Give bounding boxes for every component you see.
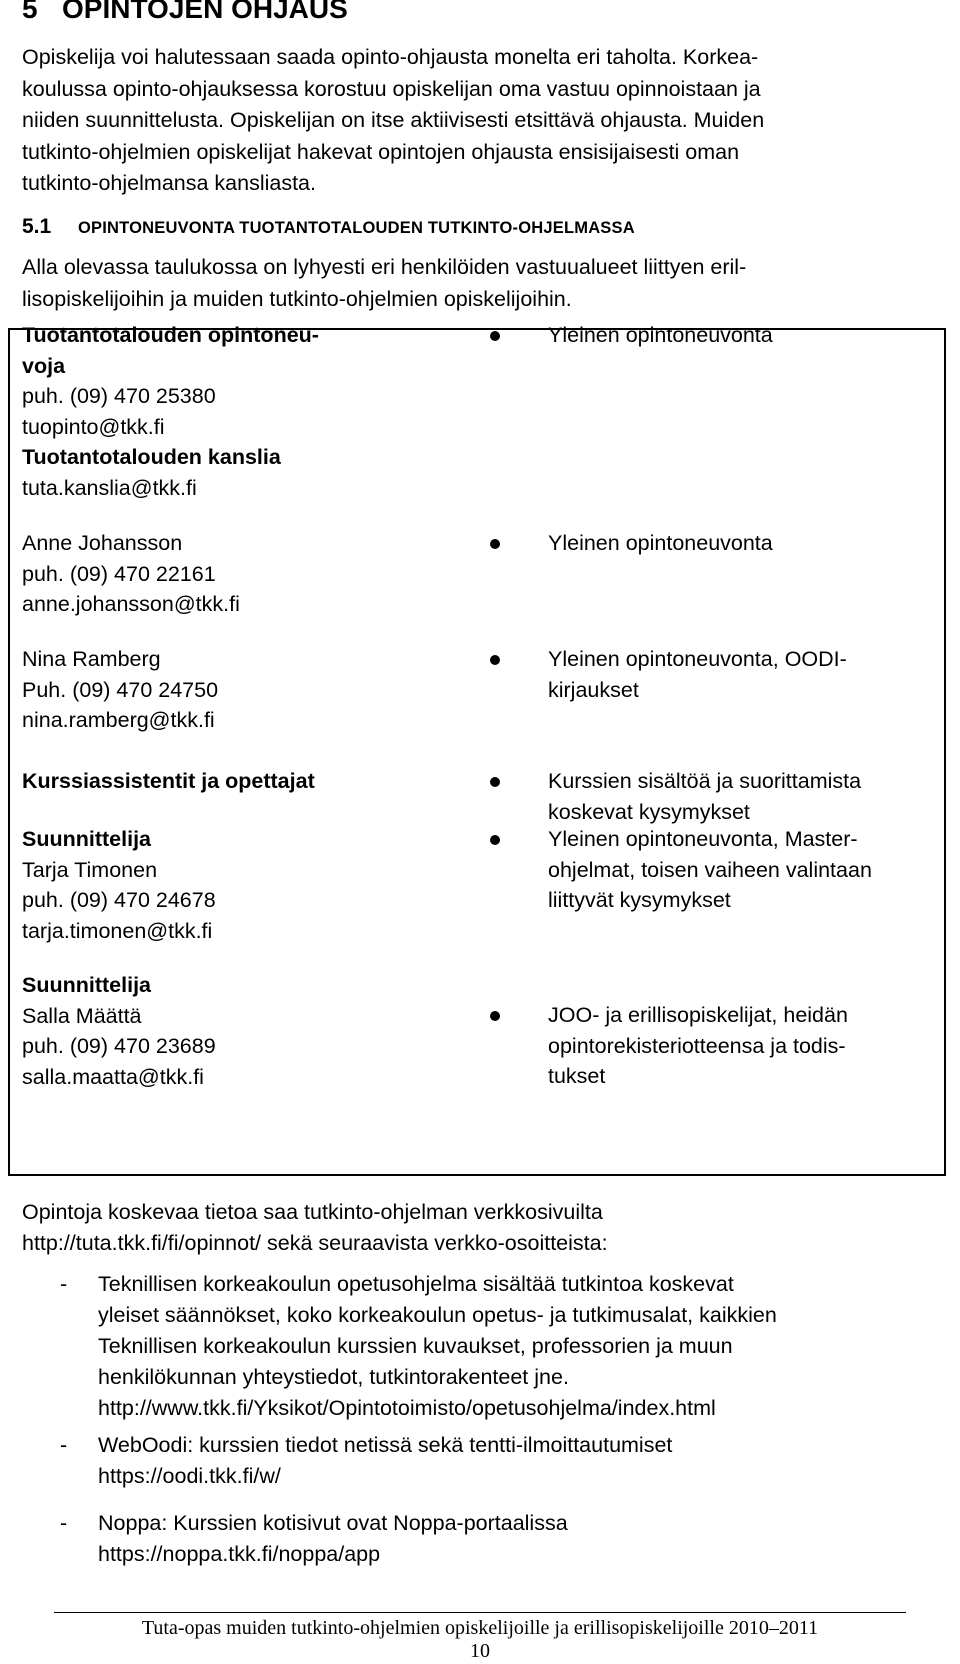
bullet-icon — [490, 1011, 500, 1021]
section-title: OPINTONEUVONTA TUOTANTOTALOUDEN TUTKINTO-OHJELMASSA — [78, 219, 635, 237]
contact-email[interactable]: nina.ramberg@tkk.fi — [22, 708, 215, 732]
link-item-text: Teknillisen korkeakoulun opetusohjelma sisältää tutkintoa koskevat — [98, 1272, 734, 1296]
contact-role: Suunnittelija — [22, 827, 151, 851]
section-intro-paragraph — [22, 252, 942, 315]
section-intro-line: lisopiskelijoihin ja muiden tutkinto-ohjelmien opiskelijoihin. — [22, 286, 572, 311]
contact-name: Tarja Timonen — [22, 857, 158, 882]
chapter-number: 5 — [22, 0, 38, 24]
contact-name: Anne Johansson — [22, 531, 183, 555]
link-item-text: WebOodi: kurssien tiedot netissä sekä tentti-ilmoittautumiset — [98, 1433, 673, 1457]
contact-phone: puh. (09) 470 22161 — [22, 561, 216, 586]
link-url[interactable]: https://oodi.tkk.fi/w/ — [98, 1464, 281, 1488]
contact-email[interactable]: salla.maatta@tkk.fi — [22, 1064, 204, 1089]
contact-block-study-advisor — [22, 320, 319, 503]
duty-text: Yleinen opintoneuvonta — [548, 323, 773, 347]
contact-office: Tuotantotalouden kanslia — [22, 445, 281, 469]
page-number: 10 — [470, 1640, 490, 1662]
intro-line: tutkinto-ohjelmansa kansliasta. — [22, 171, 316, 195]
link-item-text: Teknillisen korkeakoulun kurssien kuvaukset, professorien ja muun — [98, 1334, 733, 1358]
dash-marker: - — [60, 1272, 68, 1296]
contact-role: Suunnittelija — [22, 973, 151, 997]
intro-paragraph — [22, 42, 942, 200]
duty-text: JOO- ja erillisopiskelijat, heidän — [548, 1003, 848, 1027]
duty-text: Yleinen opintoneuvonta, OODI- — [548, 647, 847, 671]
link-item-text: yleiset säännökset, koko korkeakoulun opetus- ja tutkimusalat, kaikkien — [98, 1303, 777, 1327]
intro-line: Opiskelija voi halutessaan saada opinto-ohjausta monelta eri taholta. Korkea- — [22, 45, 759, 69]
link-url[interactable]: http://www.tkk.fi/Yksikot/Opintotoimisto/opetusohjelma/index.html — [98, 1396, 716, 1420]
link-item-text: Noppa: Kurssien kotisivut ovat Noppa-portaalissa — [98, 1511, 568, 1535]
footer-divider — [54, 1612, 906, 1613]
footer-text: Tuta-opas muiden tutkinto-ohjelmien opiskelijoille ja erillisopiskelijoille 2010–2011 — [141, 1617, 819, 1639]
duty-text: kirjaukset — [548, 677, 639, 702]
contact-email[interactable]: tarja.timonen@tkk.fi — [22, 918, 213, 943]
contact-heading: Kurssiassistentit ja opettajat — [22, 769, 315, 793]
bullet-icon — [490, 331, 500, 341]
contact-phone: Puh. (09) 470 24750 — [22, 677, 219, 702]
dash-marker: - — [60, 1511, 68, 1535]
section-intro-line: Alla olevassa taulukossa on lyhyesti eri henkilöiden vastuualueet liittyen eril- — [22, 255, 747, 279]
contact-block-assistants — [22, 766, 315, 797]
duty-text: koskevat kysymykset — [548, 799, 750, 824]
intro-line: tutkinto-ohjelmien opiskelijat hakevat opintojen ohjausta ensisijaisesti oman — [22, 139, 740, 164]
intro-line: niiden suunnittelusta. Opiskelijan on itse aktiivisesti etsittävä ohjausta. Muiden — [22, 108, 765, 132]
contact-heading: voja — [22, 353, 66, 378]
contact-email[interactable]: tuopinto@tkk.fi — [22, 414, 165, 439]
contact-block-timonen — [22, 824, 216, 946]
info-paragraph — [22, 1197, 608, 1259]
duty-text: tukset — [548, 1064, 606, 1088]
contact-phone: puh. (09) 470 23689 — [22, 1034, 216, 1058]
bullet-icon — [490, 777, 500, 787]
contact-name: Salla Määttä — [22, 1003, 142, 1028]
contact-name: Nina Ramberg — [22, 647, 161, 671]
bullet-icon — [490, 835, 500, 845]
section-number: 5.1 — [22, 215, 52, 238]
duty-text: Yleinen opintoneuvonta — [548, 531, 773, 555]
bullet-icon — [490, 539, 500, 549]
chapter-heading — [22, 0, 348, 26]
info-line: http://tuta.tkk.fi/fi/opinnot/ sekä seuraavista verkko-osoitteista: — [22, 1231, 608, 1255]
contact-email[interactable]: anne.johansson@tkk.fi — [22, 592, 240, 616]
contact-phone: puh. (09) 470 24678 — [22, 888, 216, 912]
link-item-text: henkilökunnan yhteystiedot, tutkintorakenteet jne. — [98, 1365, 569, 1389]
duty-text: opintorekisteriotteensa ja todis- — [548, 1033, 846, 1058]
duty-text: Yleinen opintoneuvonta, Master- — [548, 827, 858, 851]
duty-text: ohjelmat, toisen vaiheen valintaan — [548, 857, 872, 882]
chapter-title: OPINTOJEN OHJAUS — [62, 0, 348, 24]
contact-heading: Tuotantotalouden opintoneu- — [22, 323, 319, 347]
contact-block-johansson — [22, 528, 240, 620]
contact-office-email[interactable]: tuta.kanslia@tkk.fi — [22, 475, 197, 500]
bullet-icon — [490, 655, 500, 665]
intro-line: koulussa opinto-ohjauksessa korostuu opiskelijan oma vastuu opinnoistaan ja — [22, 76, 761, 101]
dash-marker: - — [60, 1433, 68, 1457]
section-heading — [22, 212, 635, 242]
contact-block-maatta — [22, 970, 216, 1092]
duty-text: liittyvät kysymykset — [548, 888, 731, 912]
link-url[interactable]: https://noppa.tkk.fi/noppa/app — [98, 1542, 381, 1566]
contact-phone: puh. (09) 470 25380 — [22, 384, 216, 408]
contacts-table — [8, 323, 946, 1176]
duty-text: Kurssien sisältöä ja suorittamista — [548, 769, 862, 793]
contact-block-ramberg — [22, 644, 218, 736]
info-line: Opintoja koskevaa tietoa saa tutkinto-ohjelman verkkosivuilta — [22, 1200, 603, 1224]
